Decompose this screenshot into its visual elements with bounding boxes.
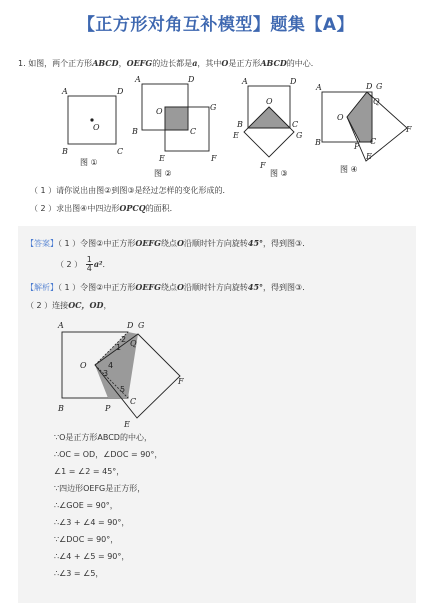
step-line: ∴∠3 + ∠4 = 90°， — [54, 518, 130, 527]
fig2-label-b: B — [132, 127, 138, 136]
fig5-label-d: D — [127, 321, 134, 330]
step-line: ∵∠DOC = 90°， — [54, 535, 119, 544]
fig2-label-f: F — [211, 154, 217, 163]
fig1-label-c: C — [117, 147, 124, 156]
problem-number: 1. — [18, 59, 26, 68]
fig5-label-b: B — [58, 404, 64, 413]
fig2-label-e: E — [159, 154, 165, 163]
fig5-label-g: G — [138, 321, 145, 330]
fig2-label-a: A — [135, 75, 141, 84]
fig5-label-a: A — [58, 321, 64, 330]
fig2-label-g: G — [210, 103, 217, 112]
fig3-label-e: E — [233, 131, 239, 140]
step-line: ∴OC = OD，∠DOC = 90°， — [54, 450, 163, 459]
fig3-label-f: F — [260, 161, 266, 170]
fig4-label-o: O — [337, 113, 344, 122]
fig4-label-c: C — [370, 137, 377, 146]
figure-2 — [132, 72, 222, 180]
answer-line-2: （ 2 ） $\frac{1}{4}$ a²． — [56, 255, 111, 273]
fig3-label-b: B — [237, 120, 243, 129]
fig5-angle-4: 4 — [108, 361, 114, 370]
fig2-label-d: D — [188, 75, 195, 84]
fig5-angle-5: 5 — [120, 385, 126, 394]
fig4-caption: 图 ④ — [340, 165, 358, 174]
fig1-label-d: D — [117, 87, 124, 96]
fig3-label-d: D — [290, 77, 297, 86]
fig2-label-c: C — [190, 127, 197, 136]
fig5-label-q: Q — [130, 339, 137, 348]
answer-tag: 【答案】 — [26, 239, 58, 248]
figure-1 — [60, 80, 140, 170]
question-2: （ 2 ）求出图④中四边形OPCQ的面积． — [30, 203, 178, 213]
fig4-label-p: P — [354, 142, 360, 151]
fig3-caption: 图 ③ — [270, 169, 288, 178]
fig5-angle-3: 3 — [103, 369, 109, 378]
figure-5 — [50, 316, 190, 428]
step-line: ∵四边形OEFG是正方形， — [54, 484, 146, 493]
fig4-label-f: F — [406, 125, 412, 134]
analysis-tag: 【解析】 — [26, 283, 58, 292]
fig4-label-a: A — [316, 83, 322, 92]
answer-line-1: 【答案】（ 1 ）令图②中正方形OEFG绕点O沿顺时针方向旋转45°，得到图③． — [26, 238, 311, 248]
fig2-label-o: O — [156, 107, 163, 116]
problem-stem: 1. 如图，两个正方形ABCD，OEFG的边长都是a，其中O是正方形ABCD的中心． — [18, 58, 319, 68]
fig2-caption: 图 ② — [154, 169, 172, 178]
fig4-label-q: Q — [373, 97, 380, 106]
fig1-label-b: B — [62, 147, 68, 156]
fig3-label-c: C — [292, 120, 299, 129]
fig4-label-e: E — [366, 152, 372, 161]
fig5-label-f: F — [178, 377, 184, 386]
step-line: ∴∠4 + ∠5 = 90°， — [54, 552, 130, 561]
fig3-label-o: O — [266, 97, 273, 106]
fig3-label-g: G — [296, 131, 303, 140]
fig5-label-p: P — [105, 404, 111, 413]
fig1-label-a: A — [62, 87, 68, 96]
step-line: ∴∠3 = ∠5， — [54, 569, 104, 578]
fig5-label-c: C — [130, 397, 137, 406]
step-line: ∵O是正方形ABCD的中心， — [54, 433, 152, 442]
analysis-line-1: 【解析】（ 1 ）令图②中正方形OEFG绕点O沿顺时针方向旋转45°，得到图③． — [26, 282, 311, 292]
fig5-label-e: E — [124, 420, 130, 428]
fig1-label-o: O — [93, 123, 100, 132]
fig5-angle-2: 2 — [121, 335, 127, 344]
fig4-label-d: D — [366, 82, 373, 91]
figure-3 — [230, 72, 310, 180]
step-line: ∴∠GOE = 90°， — [54, 501, 118, 510]
figure-4 — [314, 76, 418, 176]
fig4-label-g: G — [376, 82, 383, 91]
fig1-caption: 图 ① — [80, 158, 98, 167]
page-title: 【正方形对角互补模型】题集【A】 — [77, 15, 355, 35]
fig5-label-o: O — [80, 361, 87, 370]
question-1: （ 1 ）请你说出由图②到图③是经过怎样的变化形成的． — [30, 186, 231, 195]
fig3-label-a: A — [242, 77, 248, 86]
solution-panel — [18, 226, 416, 603]
analysis-line-2: （ 2 ）连接OC，OD， — [26, 300, 112, 310]
fig5-angle-1: 1 — [116, 343, 122, 352]
step-line: ∠1 = ∠2 = 45°， — [54, 467, 125, 476]
fig4-label-b: B — [315, 138, 321, 147]
answer-fraction: $\frac{1}{4}$ — [86, 255, 92, 273]
